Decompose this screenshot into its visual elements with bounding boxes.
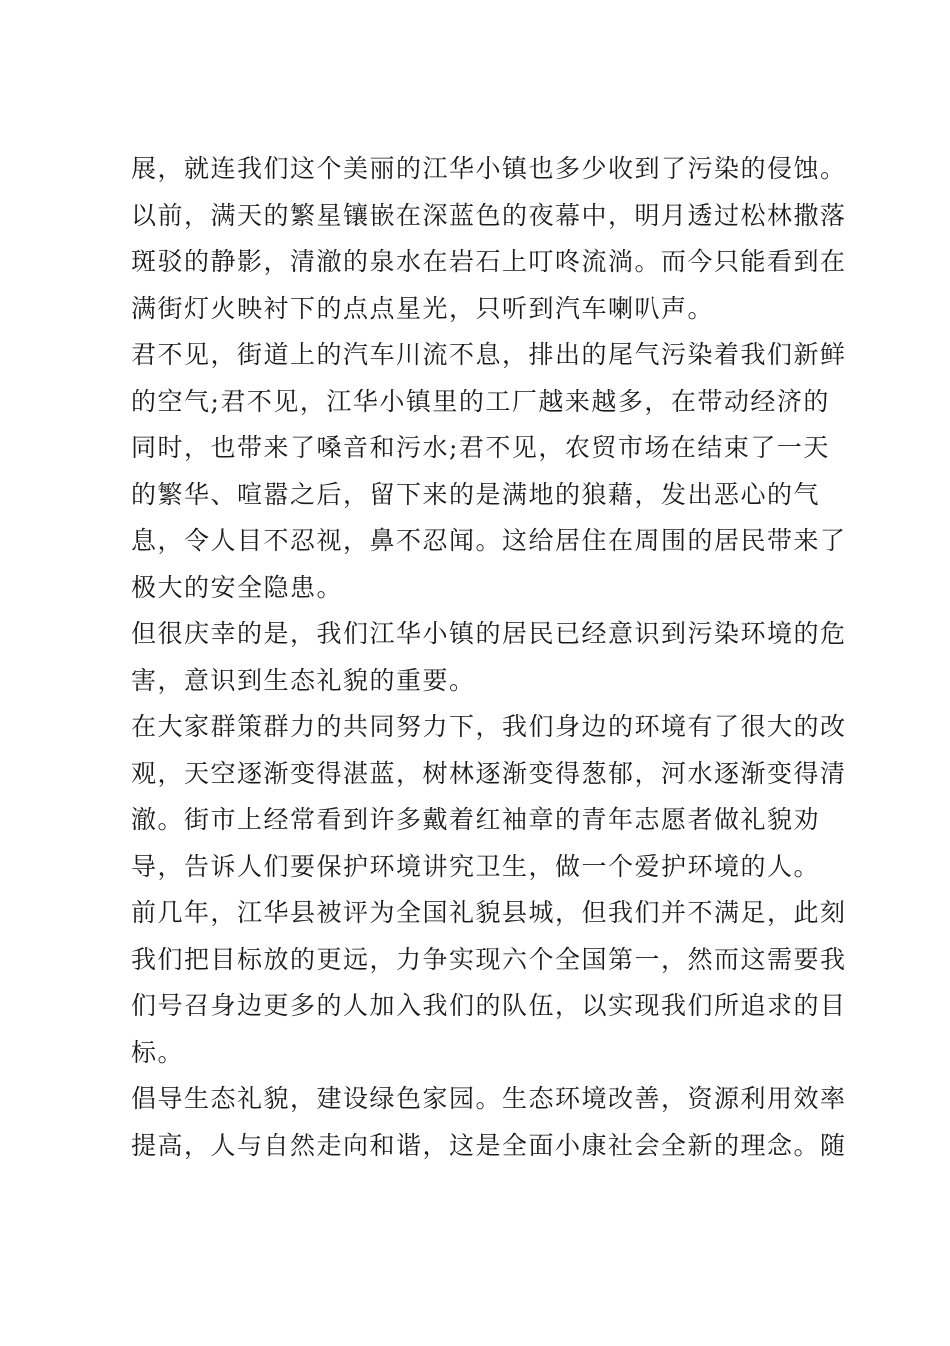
text-line: 极大的安全隐患。 (131, 572, 344, 602)
text-line: 但很庆幸的是，我们江华小镇的居民已经意识到污染环境的危 (131, 619, 847, 648)
body-text (131, 146, 847, 1169)
text-line: 导，告诉人们要保护环境讲究卫生，做一个爱护环境的人。 (131, 851, 821, 881)
text-line: 以前，满天的繁星镶嵌在深蓝色的夜幕中，明月透过松林撒落 (131, 200, 847, 230)
text-line: 标。 (131, 1037, 185, 1067)
text-line: 我们把目标放的更远，力争实现六个全国第一，然而这需要我 (131, 944, 847, 974)
text-line: 观，天空逐渐变得湛蓝，树林逐渐变得葱郁，河水逐渐变得清 (131, 758, 847, 788)
text-line: 澈。街市上经常看到许多戴着红袖章的青年志愿者做礼貌劝 (131, 805, 821, 834)
text-line: 君不见，街道上的汽车川流不息，排出的尾气污染着我们新鲜 (131, 340, 847, 369)
text-line: 前几年，江华县被评为全国礼貌县城，但我们并不满足，此刻 (131, 898, 847, 927)
text-line: 的空气;君不见，江华小镇里的工厂越来越多，在带动经济的 (131, 386, 830, 416)
text-line: 的繁华、喧嚣之后，留下来的是满地的狼藉，发出恶心的气 (131, 479, 821, 509)
text-line: 息，令人目不忍视，鼻不忍闻。这给居住在周围的居民带来了 (131, 526, 847, 555)
text-line: 同时，也带来了嗓音和污水;君不见，农贸市场在结束了一天 (131, 433, 830, 462)
text-line: 斑驳的静影，清澈的泉水在岩石上叮咚流淌。而今只能看到在 (131, 247, 847, 276)
text-line: 展，就连我们这个美丽的江华小镇也多少收到了污染的侵蚀。 (131, 154, 847, 183)
text-line: 在大家群策群力的共同努力下，我们身边的环境有了很大的改 (131, 712, 847, 741)
text-line: 提高，人与自然走向和谐，这是全面小康社会全新的理念。随 (131, 1130, 847, 1160)
text-line: 满街灯火映衬下的点点星光，只听到汽车喇叭声。 (131, 293, 715, 323)
text-line: 害，意识到生态礼貌的重要。 (131, 665, 476, 695)
text-line: 们号召身边更多的人加入我们的队伍，以实现我们所追求的目 (131, 991, 847, 1020)
text-line: 倡导生态礼貌，建设绿色家园。生态环境改善，资源利用效率 (131, 1084, 847, 1113)
